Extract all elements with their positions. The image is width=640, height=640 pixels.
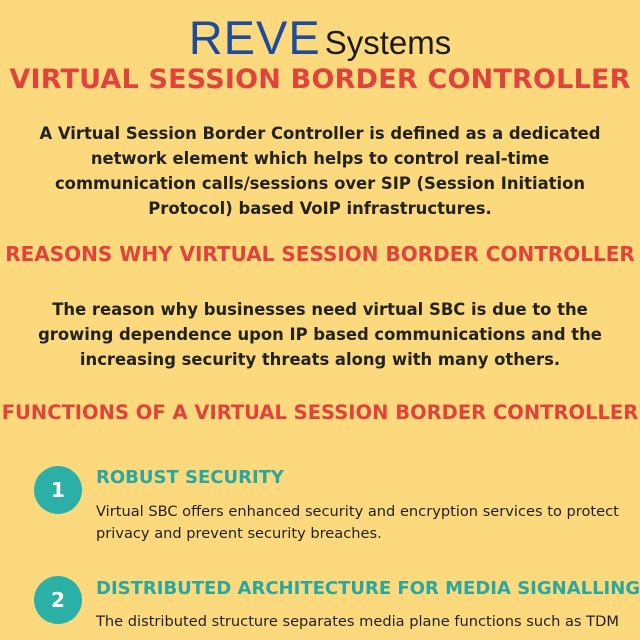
functions-heading: FUNCTIONS OF A VIRTUAL SESSION BORDER CONTROLLER bbox=[1, 401, 639, 424]
reasons-heading: REASONS WHY VIRTUAL SESSION BORDER CONTROLLER bbox=[5, 242, 635, 266]
intro-paragraph: A Virtual Session Border Controller is defined as a dedicated network element which helps to control real-time communication calls/sessions over SIP (Session Initiation Protocol) based VoIP infrastructures. bbox=[39, 124, 601, 218]
function-title-1: ROBUST SECURITY bbox=[96, 467, 284, 488]
reasons-paragraph: The reason why businesses need virtual SBC is due to the growing dependence upon IP based communications and the increasing security threats along with many others. bbox=[38, 300, 602, 369]
function-title-2: DISTRIBUTED ARCHITECTURE FOR MEDIA SIGNALLING bbox=[96, 578, 640, 599]
page-title: VIRTUAL SESSION BORDER CONTROLLER bbox=[9, 64, 631, 95]
number-badge-1: 1 bbox=[34, 466, 82, 514]
logo-suffix: Systems bbox=[324, 24, 452, 61]
company-logo bbox=[0, 10, 640, 65]
function-text-2: The distributed structure separates media plane functions such as TDM bbox=[96, 613, 619, 630]
logo-brand: REVE bbox=[188, 11, 321, 64]
number-badge-2: 2 bbox=[34, 576, 82, 624]
function-text-1: Virtual SBC offers enhanced security and encryption services to protect privacy and prevent security breaches. bbox=[96, 503, 619, 542]
